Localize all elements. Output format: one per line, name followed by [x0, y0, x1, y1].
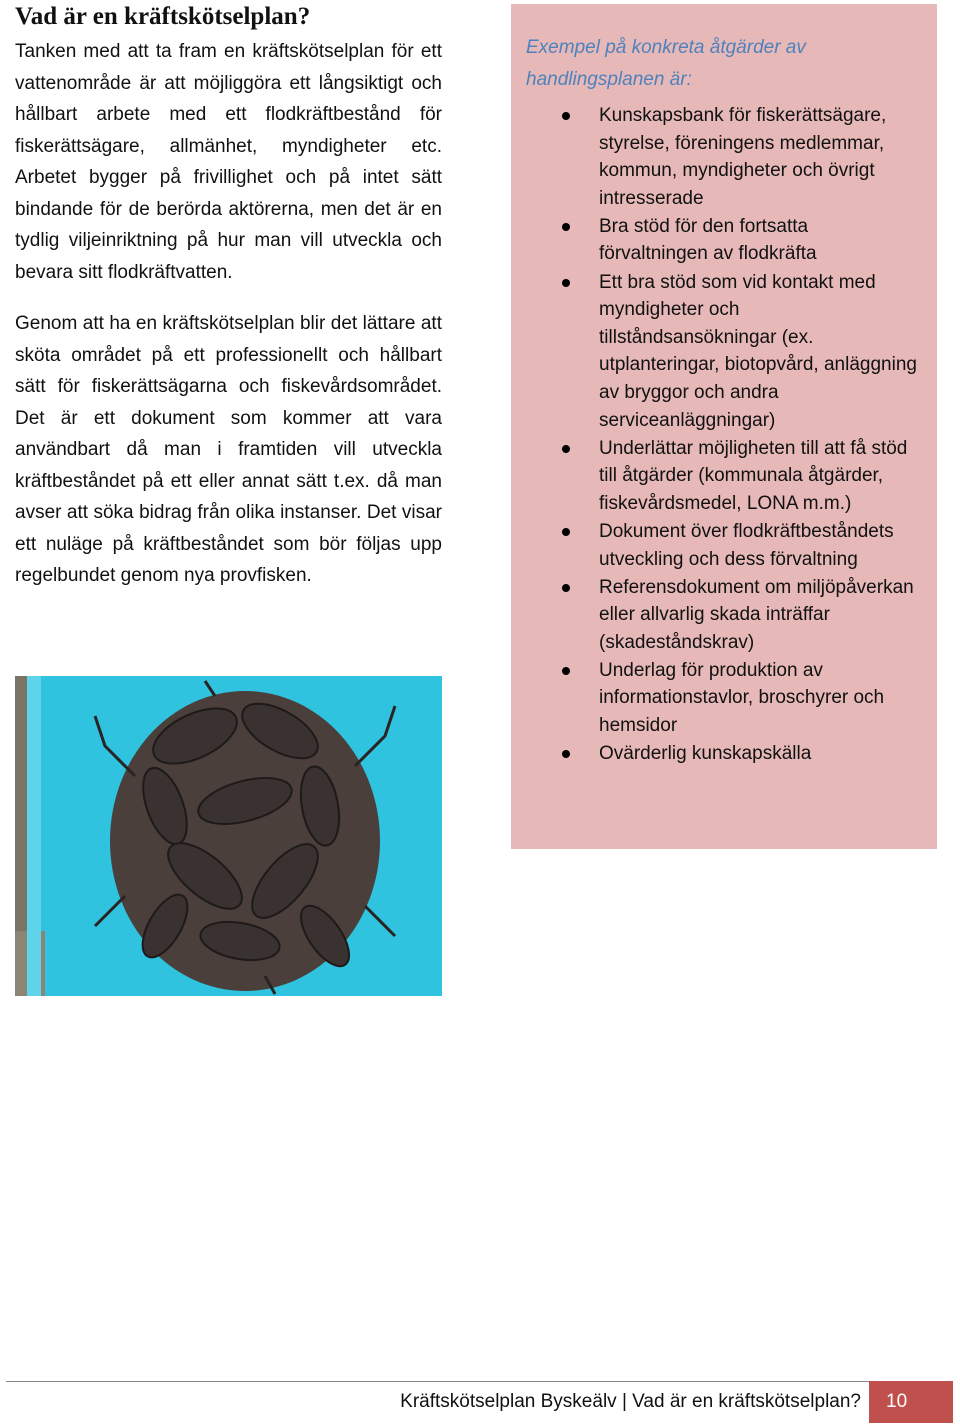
bullet-icon [562, 279, 570, 287]
list-item: Referensdokument om miljöpåverkan eller allvarlig skada inträffar (skadeståndskrav) [526, 574, 921, 657]
actions-list [526, 102, 921, 768]
page-heading: Vad är en kräftskötselplan? [15, 3, 311, 30]
list-item: Ett bra stöd som vid kontakt med myndigheter och tillståndsansökningar (ex. utplanteringar, biotopvård, anläggning av bryggor och andra serviceanläggningar) [526, 269, 921, 435]
page-footer [400, 1381, 953, 1423]
list-item: Underlag för produktion av informationstavlor, broschyrer och hemsidor [526, 657, 921, 740]
bullet-icon [562, 445, 570, 453]
footer-text: Kräftskötselplan Byskeälv | Vad är en kräftskötselplan? [400, 1391, 861, 1412]
main-column [15, 0, 442, 592]
bullet-icon [562, 750, 570, 758]
bullet-icon [562, 223, 570, 231]
paragraph-benefits: Genom att ha en kräftskötselplan blir det lättare att sköta området på ett professionellt och hållbart sätt för fiskerättsägarna och fiskevårdsområdet. Det är ett dokument som kommer att vara användbart då man i framtiden vill utveckla kräftbeståndet på ett eller annat sätt t.ex. då man avser att söka bidrag från olika instanser. Det visar ett nuläge på kräftbeståndet som bör följas upp regelbundet genom nya provfisken. [15, 313, 442, 586]
page-number: 10 [869, 1381, 953, 1423]
paragraph-intro: Tanken med att ta fram en kräftskötselplan för ett vattenområde är att möjliggöra ett långsiktigt och hållbart arbete med ett flodkräftbestånd för fiskerättsägare, allmänhet, myndigheter etc. Arbetet bygger på frivillighet och på intet sätt bindande för de berörda aktörerna, men det är en tydlig viljeinriktning på hur man vill utveckla och bevara sitt flodkräftvatten. [15, 41, 442, 283]
bullet-icon [562, 584, 570, 592]
list-item: Kunskapsbank för fiskerättsägare, styrelse, föreningens medlemmar, kommun, myndigheter och övrigt intresserade [526, 102, 921, 212]
list-item: Underlättar möjligheten till att få stöd till åtgärder (kommunala åtgärder, fiskevårdsmedel, LONA m.m.) [526, 435, 921, 518]
actions-title: Exempel på konkreta åtgärder av handlingsplanen är: [526, 37, 806, 90]
list-item: Bra stöd för den fortsatta förvaltningen av flodkräfta [526, 213, 921, 268]
crayfish-bowl-image [15, 676, 442, 996]
bullet-icon [562, 528, 570, 536]
list-item: Dokument över flodkräftbeståndets utveckling och dess förvaltning [526, 518, 921, 573]
bullet-icon [562, 112, 570, 120]
crayfish-photo [15, 676, 442, 996]
list-item: Ovärderlig kunskapskälla [526, 740, 921, 768]
bullet-icon [562, 667, 570, 675]
actions-box [511, 4, 937, 849]
